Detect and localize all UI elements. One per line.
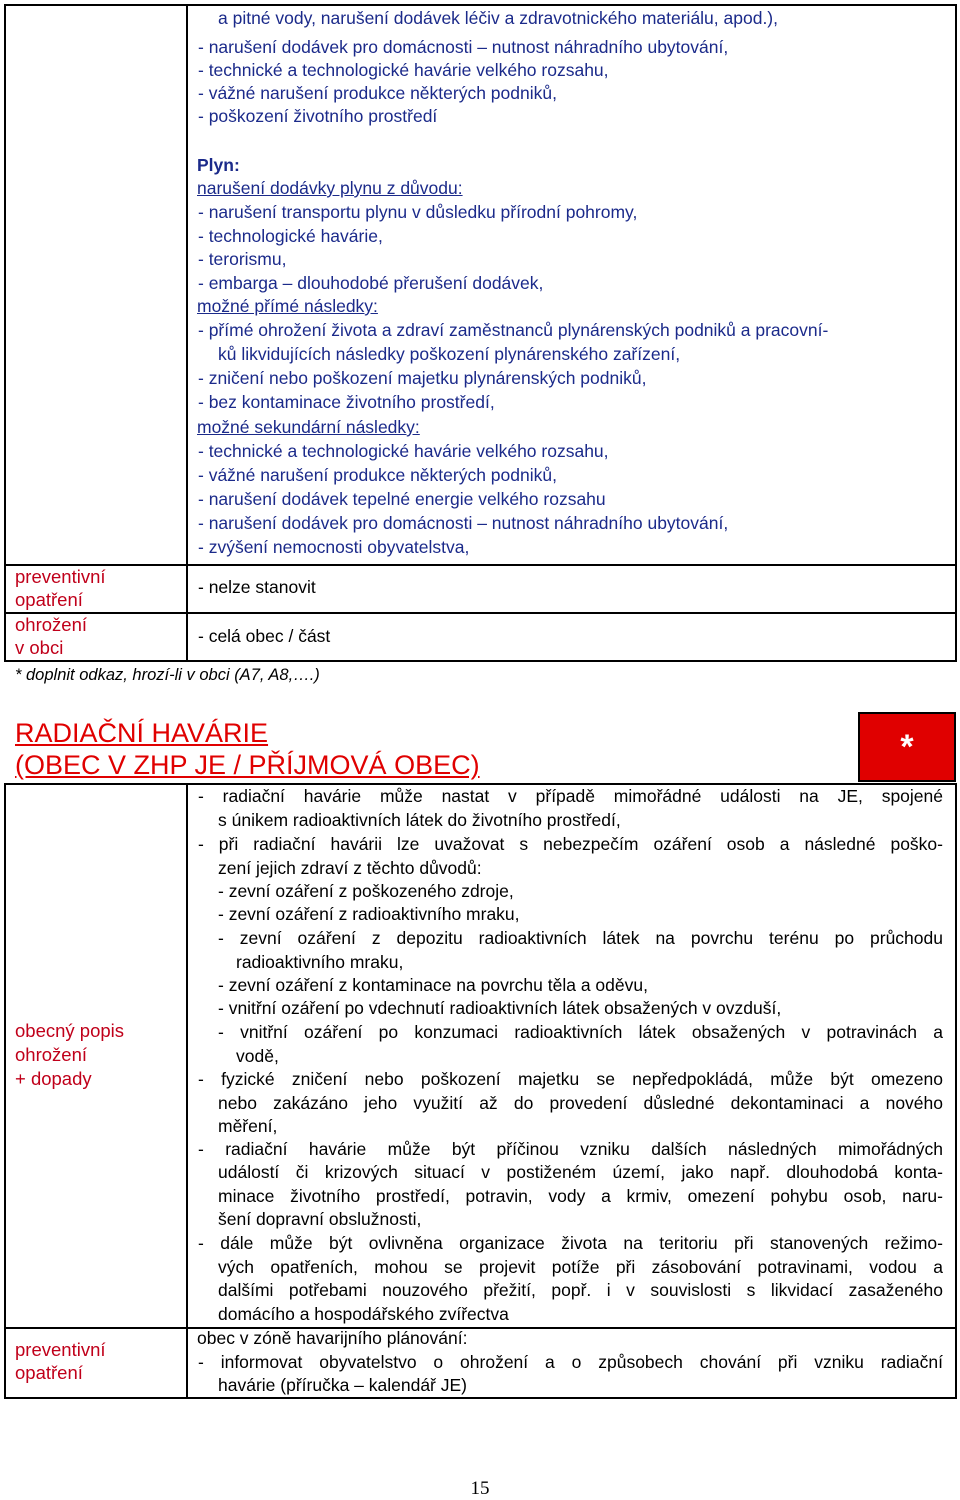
desc-line: zení jejich zdraví z těchto důvodů: [218,858,482,878]
desc-line: minace životního prostředí, potravin, vody a krmiv, omezení pohybu osob, naru- [218,1186,943,1206]
gas-cause-item: - embarga – dlouhodobé přerušení dodávek, [198,273,544,293]
top-table-row-divider-2 [4,612,957,614]
secondary-consequence-item: - technické a technologické havárie velkého rozsahu, [198,441,609,461]
description-label: + dopady [15,1068,92,1089]
page-number: 15 [470,1478,490,1499]
secondary-consequence-item: - narušení dodávek pro domácnosti – nutnost náhradního ubytování, [198,513,729,533]
bottom-table-column-divider [186,783,188,1399]
prevention-item-cont: havárie (příručka – kalendář JE) [218,1375,467,1395]
prevention-label: opatření [15,1362,83,1383]
asterisk-mark: * [900,728,914,766]
desc-line: domácího a hospodářského zvířectva [218,1304,509,1324]
description-label: ohrožení [15,1044,87,1065]
desc-line: šení dopravní obslužnosti, [218,1209,422,1229]
desc-line: měření, [218,1116,278,1136]
desc-line: - fyzické zničení nebo poškození majetku se nepředpokládá, může být omezeno [198,1069,943,1089]
direct-consequence-item-cont: ků likvidujících následky poškození plynárenského zařízení, [218,344,681,364]
secondary-consequence-item: - narušení dodávek tepelné energie velkého rozsahu [198,489,606,509]
gas-cause-item: - terorismu, [198,249,287,269]
gas-cause-heading: narušení dodávky plynu z důvodu: [197,178,463,198]
desc-subitem: vodě, [236,1046,279,1066]
secondary-consequences-heading: možné sekundární následky: [197,417,420,437]
desc-line: - radiační havárie může být příčinou vzniku dalších následných mimořádných [198,1139,943,1159]
footnote: * doplnit odkaz, hrozí-li v obci (A7, A8,….) [15,666,320,684]
desc-subitem: - vnitřní ozáření po vdechnutí radioaktivních látek obsažených v ovzduší, [218,998,782,1018]
gas-heading: Plyn: [197,155,240,175]
asterisk-red-box [858,712,956,782]
desc-line: dalšími potřebami nouzového přežití, popř. i v souvislosti s likvidací zasaženého [218,1280,943,1300]
prevention-item: - informovat obyvatelstvo o ohrožení a o způsobech chování při vzniku radiační [198,1352,943,1372]
desc-subitem: - zevní ozáření z kontaminace na povrchu těla a oděvu, [218,975,648,995]
section-title-line-2: (OBEC V ZHP JE / PŘÍJMOVÁ OBEC) [15,750,480,780]
gas-cause-item: - narušení transportu plynu v důsledku přírodní pohromy, [198,202,638,222]
threat-label: v obci [15,637,64,658]
desc-line: s únikem radioaktivních látek do životního prostředí, [218,810,621,830]
gas-cause-item: - technologické havárie, [198,226,383,246]
section-title-line-1: RADIAČNÍ HAVÁRIE [15,718,269,748]
direct-consequence-item: - zničení nebo poškození majetku plynárenských podniků, [198,368,647,388]
desc-subitem: radioaktivního mraku, [236,952,404,972]
threat-value: - celá obec / část [198,626,331,646]
prevention-label: preventivní [15,1339,106,1360]
direct-consequence-item: - bez kontaminace životního prostředí, [198,392,495,412]
desc-line: událostí či krizových situací v postiženém území, jako např. dlouhodobá konta- [218,1162,943,1182]
desc-subitem: - vnitřní ozáření po konzumaci radioaktivních látek obsažených v potravinách a [218,1022,943,1042]
threat-label: ohrožení [15,614,87,635]
continuation-line: - narušení dodávek pro domácnosti – nutnost náhradního ubytování, [198,37,729,57]
direct-consequence-item: - přímé ohrožení života a zdraví zaměstnanců plynárenských podniků a pracovní- [198,320,829,340]
prevention-heading: obec v zóně havarijního plánování: [197,1328,468,1348]
continuation-line: - poškození životního prostředí [198,106,438,126]
continuation-line: - vážné narušení produkce některých podniků, [198,83,557,103]
direct-consequences-heading: možné přímé následky: [197,296,378,316]
prevention-label: preventivní [15,566,106,587]
desc-subitem: - zevní ozáření z radioaktivního mraku, [218,904,520,924]
desc-line: vých opatřeních, mohou se projevit potíže při zásobování potravinami, vodou a [218,1257,943,1277]
desc-subitem: - zevní ozáření z poškozeného zdroje, [218,881,514,901]
continuation-line: - technické a technologické havárie velkého rozsahu, [198,60,609,80]
prevention-label: opatření [15,589,83,610]
description-label: obecný popis [15,1020,125,1041]
desc-line: - radiační havárie může nastat v případě mimořádné události na JE, spojené [198,786,943,806]
secondary-consequence-item: - vážné narušení produkce některých podniků, [198,465,557,485]
top-table-row-divider [4,564,957,566]
desc-line: - dále může být ovlivněna organizace života na teritoriu při stanovených režimo- [198,1233,943,1253]
continuation-line: a pitné vody, narušení dodávek léčiv a zdravotnického materiálu, apod.), [218,8,778,28]
prevention-value: - nelze stanovit [198,577,316,597]
desc-line: - při radiační havárii lze uvažovat s nebezpečím ozáření osob a následné poško- [198,834,943,854]
desc-subitem: - zevní ozáření z depozitu radioaktivních látek na povrchu terénu po průchodu [218,928,943,948]
bottom-table-row-divider [4,1327,957,1329]
secondary-consequence-item: - zvýšení nemocnosti obyvatelstva, [198,537,470,557]
desc-line: nebo zakázáno jeho využití až do provedení důsledné dekontaminaci a nového [218,1093,943,1113]
